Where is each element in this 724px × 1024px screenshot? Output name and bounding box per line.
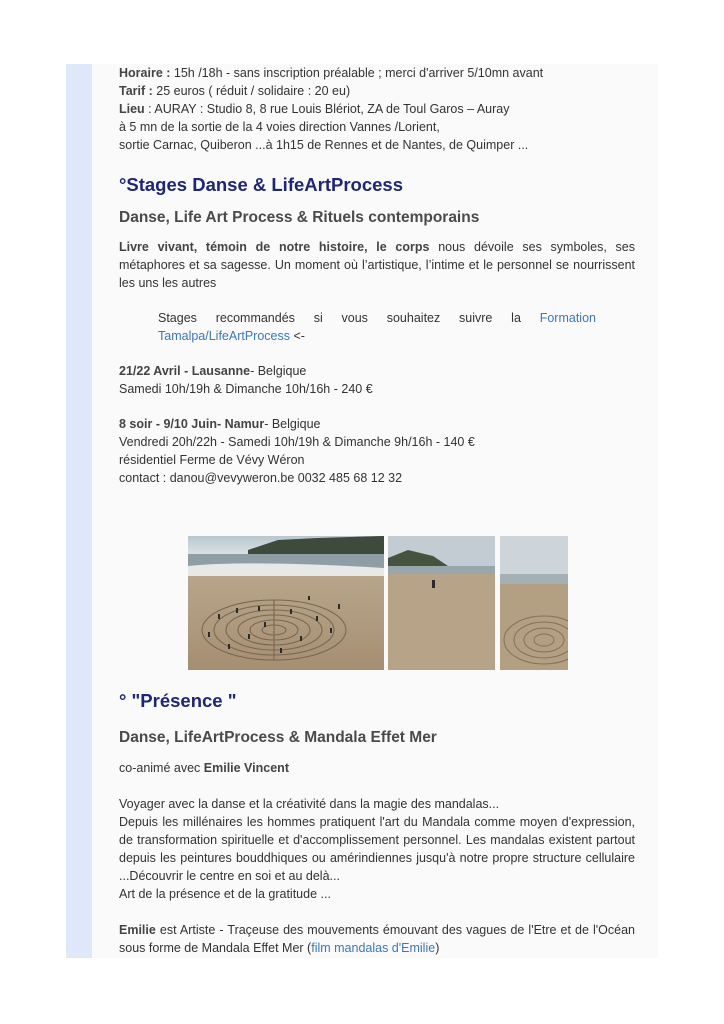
- presence-para-1: Voyager avec la danse et la créativité dans la magie des mandalas...: [119, 797, 500, 811]
- lieu-text: : AURAY : Studio 8, 8 rue Louis Blériot, ZA de Toul Garos – Auray: [144, 102, 510, 116]
- coanime-line: [119, 759, 635, 777]
- horaire-text: 15h /18h - sans inscription préalable ; merci d'arriver 5/10mn avant: [170, 66, 544, 80]
- event1-country: - Belgique: [250, 364, 307, 378]
- photo-strip: [188, 536, 568, 670]
- lieu-line: [119, 100, 635, 118]
- stages-intro-bold: Livre vivant, témoin de notre histoire, le corps: [119, 240, 430, 254]
- recommend-line-1: [158, 309, 596, 327]
- event1-title: [119, 362, 635, 380]
- tarif-text: 25 euros ( réduit / solidaire : 20 eu): [152, 84, 351, 98]
- left-accent-bar: [66, 64, 92, 958]
- recommend-line-2: [158, 327, 596, 345]
- event2-place: résidentiel Ferme de Vévy Wéron: [119, 453, 305, 467]
- presence-subtitle: Danse, LifeArtProcess & Mandala Effet Mer: [119, 729, 437, 746]
- tarif-label: Tarif :: [119, 84, 153, 98]
- horaire-line: [119, 64, 635, 82]
- event2-contact: contact : danou@vevyweron.be 0032 485 68 12 32: [119, 471, 403, 485]
- coanime-name: Emilie Vincent: [203, 761, 289, 775]
- event2-country: - Belgique: [264, 417, 321, 431]
- event1-schedule: Samedi 10h/19h & Dimanche 10h/16h - 240 €: [119, 382, 373, 396]
- emilie-film-link[interactable]: film mandalas d'Emilie: [311, 941, 436, 955]
- lieu-line-2: à 5 mn de la sortie de la 4 voies direction Vannes /Lorient,: [119, 120, 440, 134]
- info-block: [119, 64, 635, 154]
- stages-subtitle: Danse, Life Art Process & Rituels contemporains: [119, 209, 480, 226]
- presence-description: [119, 795, 635, 903]
- presence-para-3: Art de la présence et de la gratitude ...: [119, 887, 331, 901]
- stages-intro-text: nous dévoile ses symboles, ses métaphores et sa sagesse. Un moment où l’artistique, l’intime et le personnel se nourrissent les uns les autres: [119, 240, 635, 290]
- recommend-block: [119, 309, 596, 345]
- document-content: [119, 64, 635, 957]
- beach-walker-photo: [388, 536, 495, 670]
- emilie-suffix: ): [435, 941, 440, 955]
- event1-date: 21/22 Avril - Lausanne: [119, 364, 251, 378]
- beach-mandala-photo: [500, 536, 568, 670]
- emilie-paragraph: [119, 921, 635, 957]
- stages-intro: [119, 238, 635, 292]
- tarif-line: [119, 82, 635, 100]
- recommend-text: Stages recommandés si vous souhaitez suivre la: [158, 311, 540, 325]
- recommend-suffix: <-: [290, 329, 305, 343]
- event2-title: [119, 415, 635, 433]
- formation-link-part2[interactable]: Tamalpa/LifeArtProcess: [158, 329, 291, 343]
- stages-title: °Stages Danse & LifeArtProcess: [119, 174, 403, 195]
- lieu-label: Lieu: [119, 102, 145, 116]
- beach-labyrinth-photo: [188, 536, 384, 670]
- presence-para-2: Depuis les millénaires les hommes pratiquent l'art du Mandala comme moyen d'expression, de transformation spirituelle et d'accomplissement personnel. Les mandalas existent partout depuis les peintures bouddhiques ou amérindiennes jusqu'à notre propre structure cellulaire ...Découvrir le centre en soi et au delà...: [119, 815, 635, 883]
- event2-schedule: Vendredi 20h/22h - Samedi 10h/19h & Dimanche 9h/16h - 140 €: [119, 435, 475, 449]
- presence-title: ° "Présence ": [119, 690, 237, 711]
- event-namur: [119, 415, 635, 487]
- event2-date: 8 soir - 9/10 Juin- Namur: [119, 417, 265, 431]
- coanime-prefix: co-animé avec: [119, 761, 204, 775]
- emilie-text: est Artiste - Traçeuse des mouvements émouvant des vagues de l'Etre et de l'Océan sous forme de Mandala Effet Mer (: [119, 923, 635, 955]
- lieu-line-3: sortie Carnac, Quiberon ...à 1h15 de Rennes et de Nantes, de Quimper ...: [119, 138, 529, 152]
- horaire-label: Horaire :: [119, 66, 171, 80]
- event-lausanne: [119, 362, 635, 398]
- formation-link-part1[interactable]: Formation: [539, 311, 596, 325]
- emilie-name: Emilie: [119, 923, 156, 937]
